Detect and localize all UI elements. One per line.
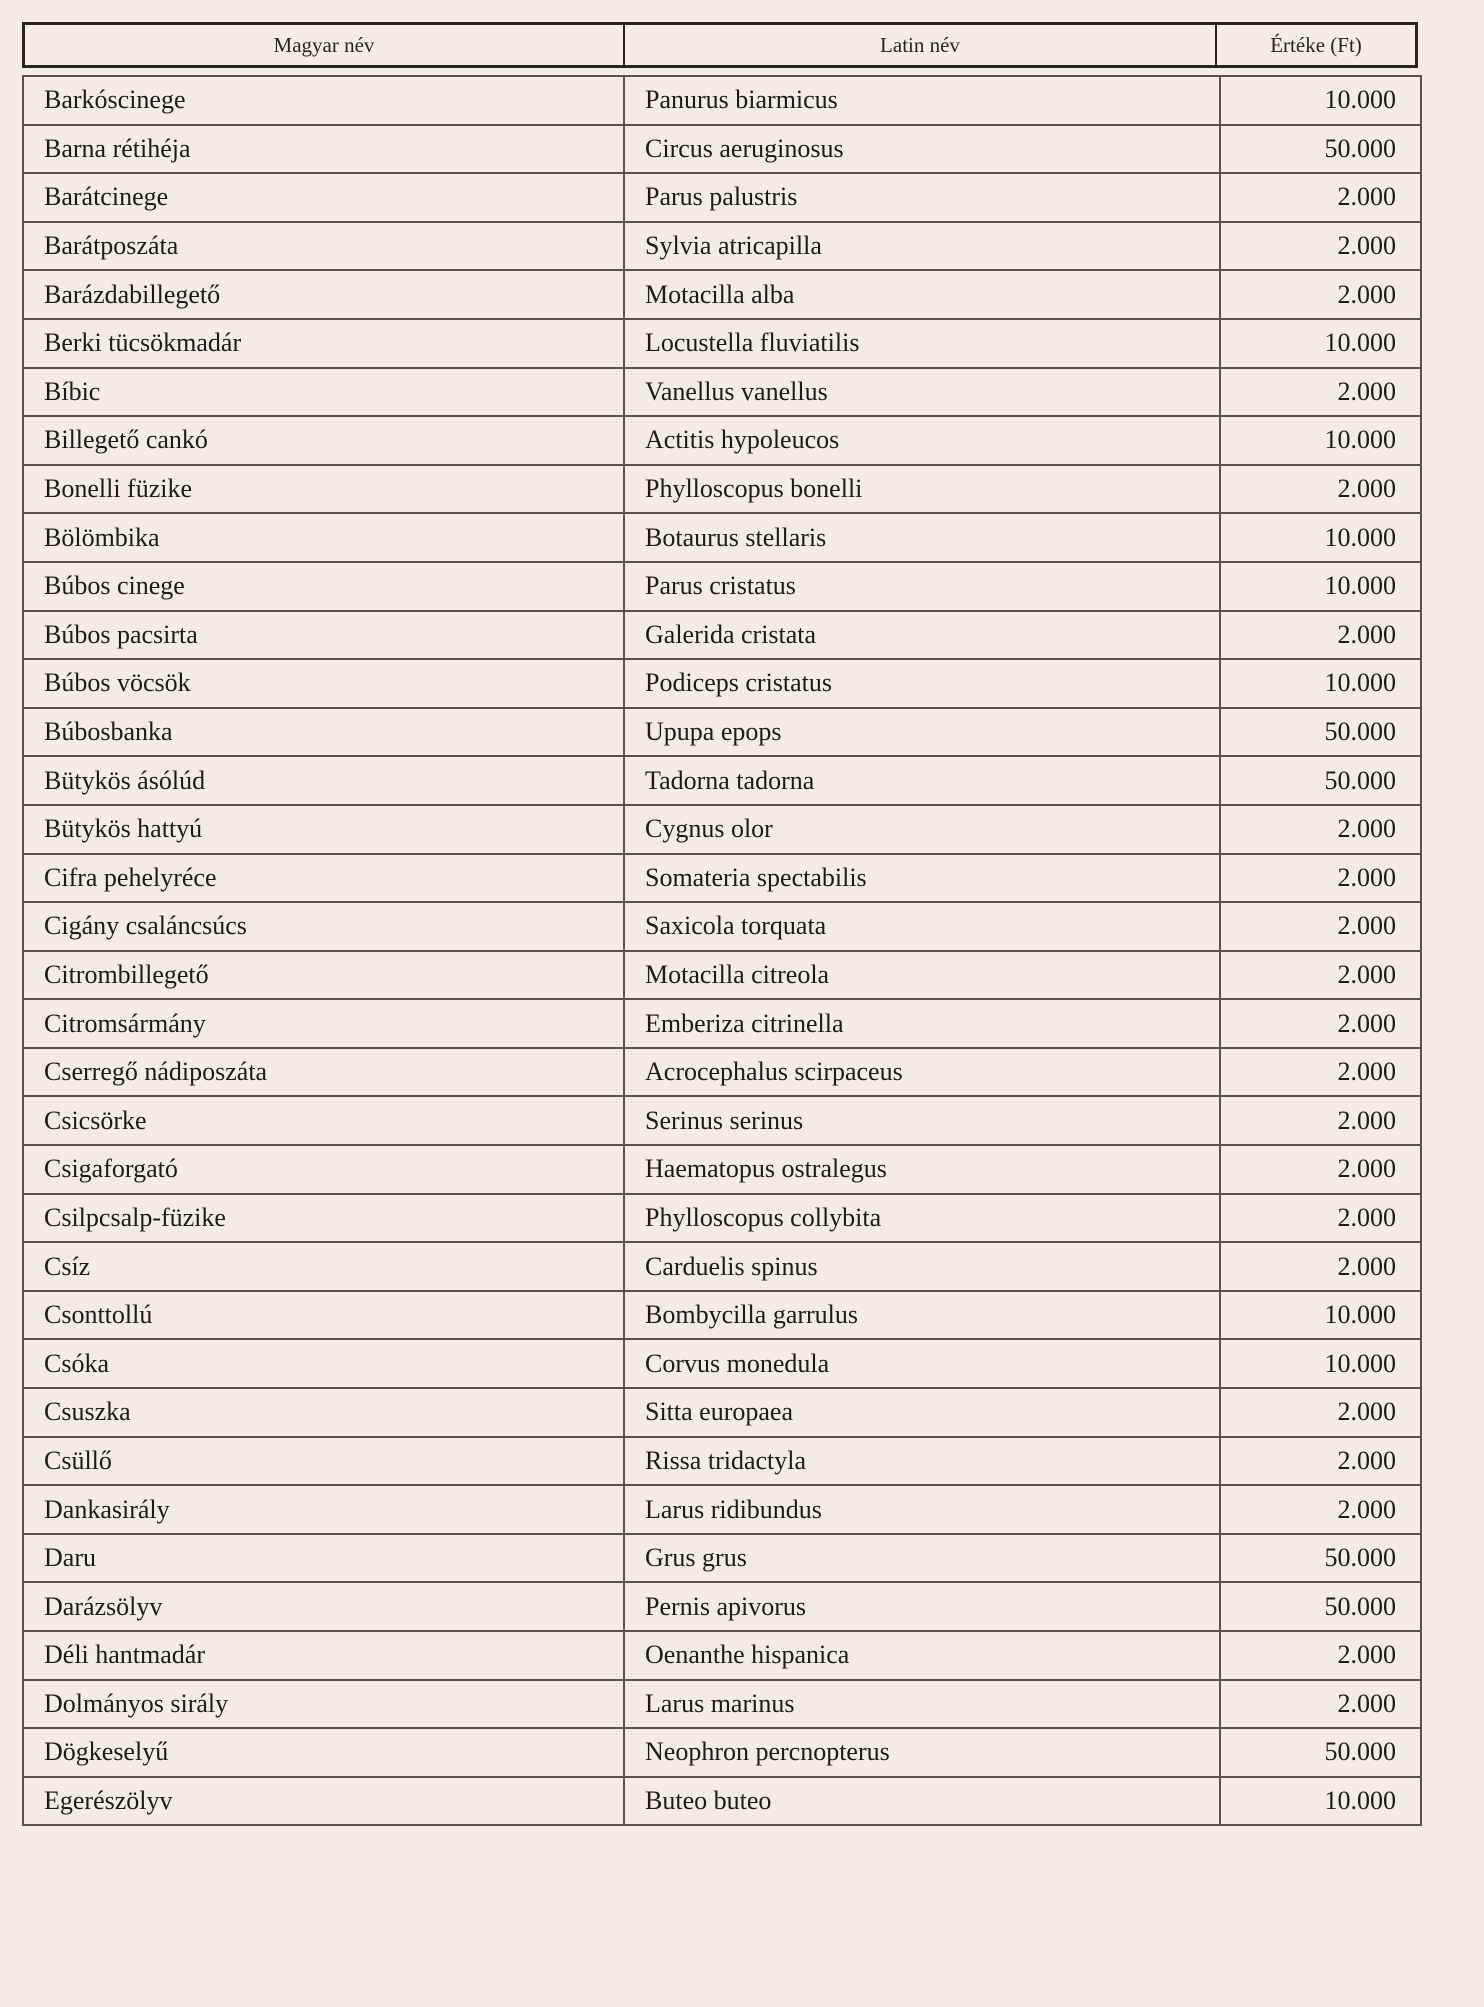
header-value: Értéke (Ft) <box>1270 32 1362 57</box>
value-cell: 10.000 <box>1220 319 1421 368</box>
latin-name-cell: Actitis hypoleucos <box>624 416 1220 465</box>
latin-name-cell: Motacilla alba <box>624 270 1220 319</box>
table-row <box>23 611 1421 660</box>
value-cell: 10.000 <box>1220 1339 1421 1388</box>
table-row <box>23 1437 1421 1486</box>
latin-name-cell: Saxicola torquata <box>624 902 1220 951</box>
value-cell: 10.000 <box>1220 76 1421 125</box>
latin-name-cell: Podiceps cristatus <box>624 659 1220 708</box>
header-latin-name: Latin név <box>625 25 1217 65</box>
value-cell: 50.000 <box>1220 1582 1421 1631</box>
latin-name-cell: Motacilla citreola <box>624 951 1220 1000</box>
latin-name-cell: Serinus serinus <box>624 1096 1220 1145</box>
hungarian-name-cell: Bütykös hattyú <box>23 805 624 854</box>
value-cell: 2.000 <box>1220 1194 1421 1243</box>
latin-name-cell: Rissa tridactyla <box>624 1437 1220 1486</box>
table-row <box>23 708 1421 757</box>
value-cell: 2.000 <box>1220 1485 1421 1534</box>
hungarian-name-cell: Barna rétihéja <box>23 125 624 174</box>
table-row <box>23 1291 1421 1340</box>
table-row <box>23 659 1421 708</box>
latin-name-cell: Oenanthe hispanica <box>624 1631 1220 1680</box>
hungarian-name-cell: Csilpcsalp-füzike <box>23 1194 624 1243</box>
table-row <box>23 513 1421 562</box>
latin-name-cell: Buteo buteo <box>624 1777 1220 1826</box>
hungarian-name-cell: Csíz <box>23 1242 624 1291</box>
latin-name-cell: Acrocephalus scirpaceus <box>624 1048 1220 1097</box>
value-cell: 2.000 <box>1220 1242 1421 1291</box>
value-cell: 2.000 <box>1220 854 1421 903</box>
table-row <box>23 1339 1421 1388</box>
value-cell: 2.000 <box>1220 222 1421 271</box>
table-row <box>23 1485 1421 1534</box>
hungarian-name-cell: Csüllő <box>23 1437 624 1486</box>
hungarian-name-cell: Búbos pacsirta <box>23 611 624 660</box>
latin-name-cell: Cygnus olor <box>624 805 1220 854</box>
hungarian-name-cell: Csicsörke <box>23 1096 624 1145</box>
hungarian-name-cell: Citromsármány <box>23 999 624 1048</box>
hungarian-name-cell: Déli hantmadár <box>23 1631 624 1680</box>
latin-name-cell: Tadorna tadorna <box>624 756 1220 805</box>
table-row <box>23 1777 1421 1826</box>
table-row <box>23 902 1421 951</box>
table-row <box>23 1048 1421 1097</box>
table-row <box>23 270 1421 319</box>
hungarian-name-cell: Billegető cankó <box>23 416 624 465</box>
table-row <box>23 562 1421 611</box>
value-cell: 2.000 <box>1220 902 1421 951</box>
hungarian-name-cell: Csuszka <box>23 1388 624 1437</box>
value-cell: 50.000 <box>1220 708 1421 757</box>
value-cell: 10.000 <box>1220 513 1421 562</box>
value-cell: 10.000 <box>1220 1291 1421 1340</box>
hungarian-name-cell: Cigány csaláncsúcs <box>23 902 624 951</box>
latin-name-cell: Parus palustris <box>624 173 1220 222</box>
value-cell: 2.000 <box>1220 1048 1421 1097</box>
value-cell: 2.000 <box>1220 465 1421 514</box>
value-cell: 2.000 <box>1220 1388 1421 1437</box>
latin-name-cell: Vanellus vanellus <box>624 368 1220 417</box>
latin-name-cell: Galerida cristata <box>624 611 1220 660</box>
value-cell: 2.000 <box>1220 368 1421 417</box>
value-cell: 10.000 <box>1220 1777 1421 1826</box>
header-hungarian-name: Magyar név <box>25 25 625 65</box>
value-cell: 2.000 <box>1220 1437 1421 1486</box>
hungarian-name-cell: Barkóscinege <box>23 76 624 125</box>
value-cell: 50.000 <box>1220 756 1421 805</box>
latin-name-cell: Grus grus <box>624 1534 1220 1583</box>
value-cell: 2.000 <box>1220 805 1421 854</box>
table-row <box>23 1388 1421 1437</box>
hungarian-name-cell: Csonttollú <box>23 1291 624 1340</box>
table-row <box>23 1242 1421 1291</box>
value-cell: 50.000 <box>1220 1534 1421 1583</box>
table-row <box>23 1582 1421 1631</box>
latin-name-cell: Corvus monedula <box>624 1339 1220 1388</box>
value-cell: 2.000 <box>1220 1680 1421 1729</box>
latin-name-cell: Haematopus ostralegus <box>624 1145 1220 1194</box>
hungarian-name-cell: Dolmányos sirály <box>23 1680 624 1729</box>
hungarian-name-cell: Egerészölyv <box>23 1777 624 1826</box>
latin-name-cell: Panurus biarmicus <box>624 76 1220 125</box>
table-row <box>23 173 1421 222</box>
hungarian-name-cell: Cserregő nádiposzáta <box>23 1048 624 1097</box>
hungarian-name-cell: Berki tücsökmadár <box>23 319 624 368</box>
hungarian-name-cell: Bíbic <box>23 368 624 417</box>
hungarian-name-cell: Dankasirály <box>23 1485 624 1534</box>
latin-name-cell: Parus cristatus <box>624 562 1220 611</box>
latin-name-cell: Emberiza citrinella <box>624 999 1220 1048</box>
latin-name-cell: Somateria spectabilis <box>624 854 1220 903</box>
value-cell: 2.000 <box>1220 999 1421 1048</box>
latin-name-cell: Sitta europaea <box>624 1388 1220 1437</box>
table-row <box>23 756 1421 805</box>
latin-name-cell: Circus aeruginosus <box>624 125 1220 174</box>
table-row <box>23 222 1421 271</box>
hungarian-name-cell: Dögkeselyű <box>23 1728 624 1777</box>
table-row <box>23 1728 1421 1777</box>
value-cell: 2.000 <box>1220 1096 1421 1145</box>
latin-name-cell: Locustella fluviatilis <box>624 319 1220 368</box>
hungarian-name-cell: Búbos cinege <box>23 562 624 611</box>
table-header <box>22 22 1418 68</box>
hungarian-name-cell: Csóka <box>23 1339 624 1388</box>
latin-name-cell: Phylloscopus collybita <box>624 1194 1220 1243</box>
bird-value-table <box>22 75 1422 1826</box>
table-row <box>23 1631 1421 1680</box>
hungarian-name-cell: Bonelli füzike <box>23 465 624 514</box>
value-cell: 2.000 <box>1220 173 1421 222</box>
hungarian-name-cell: Búbos vöcsök <box>23 659 624 708</box>
hungarian-name-cell: Citrombillegető <box>23 951 624 1000</box>
latin-name-cell: Larus marinus <box>624 1680 1220 1729</box>
table-row <box>23 1145 1421 1194</box>
latin-name-cell: Carduelis spinus <box>624 1242 1220 1291</box>
value-cell: 50.000 <box>1220 1728 1421 1777</box>
latin-name-cell: Upupa epops <box>624 708 1220 757</box>
latin-name-cell: Bombycilla garrulus <box>624 1291 1220 1340</box>
table-row <box>23 805 1421 854</box>
value-cell: 2.000 <box>1220 951 1421 1000</box>
hungarian-name-cell: Daru <box>23 1534 624 1583</box>
latin-name-cell: Neophron percnopterus <box>624 1728 1220 1777</box>
table-row <box>23 854 1421 903</box>
latin-name-cell: Sylvia atricapilla <box>624 222 1220 271</box>
table-row <box>23 465 1421 514</box>
latin-name-cell: Phylloscopus bonelli <box>624 465 1220 514</box>
hungarian-name-cell: Bütykös ásólúd <box>23 756 624 805</box>
table-row <box>23 1096 1421 1145</box>
table-row <box>23 1194 1421 1243</box>
table-row <box>23 125 1421 174</box>
hungarian-name-cell: Darázsölyv <box>23 1582 624 1631</box>
table-row <box>23 76 1421 125</box>
table-row <box>23 999 1421 1048</box>
table-row <box>23 1534 1421 1583</box>
value-cell: 50.000 <box>1220 125 1421 174</box>
hungarian-name-cell: Barátcinege <box>23 173 624 222</box>
latin-name-cell: Botaurus stellaris <box>624 513 1220 562</box>
value-cell: 2.000 <box>1220 1145 1421 1194</box>
value-cell: 2.000 <box>1220 1631 1421 1680</box>
value-cell: 10.000 <box>1220 416 1421 465</box>
table-row <box>23 416 1421 465</box>
table-row <box>23 319 1421 368</box>
table-row <box>23 368 1421 417</box>
table-row <box>23 951 1421 1000</box>
hungarian-name-cell: Barátposzáta <box>23 222 624 271</box>
latin-name-cell: Pernis apivorus <box>624 1582 1220 1631</box>
hungarian-name-cell: Cifra pehelyréce <box>23 854 624 903</box>
value-cell: 2.000 <box>1220 611 1421 660</box>
value-cell: 10.000 <box>1220 562 1421 611</box>
value-cell: 10.000 <box>1220 659 1421 708</box>
latin-name-cell: Larus ridibundus <box>624 1485 1220 1534</box>
hungarian-name-cell: Búbosbanka <box>23 708 624 757</box>
hungarian-name-cell: Bölömbika <box>23 513 624 562</box>
hungarian-name-cell: Csigaforgató <box>23 1145 624 1194</box>
value-cell: 2.000 <box>1220 270 1421 319</box>
hungarian-name-cell: Barázdabillegető <box>23 270 624 319</box>
table-body <box>23 76 1421 1825</box>
table-row <box>23 1680 1421 1729</box>
